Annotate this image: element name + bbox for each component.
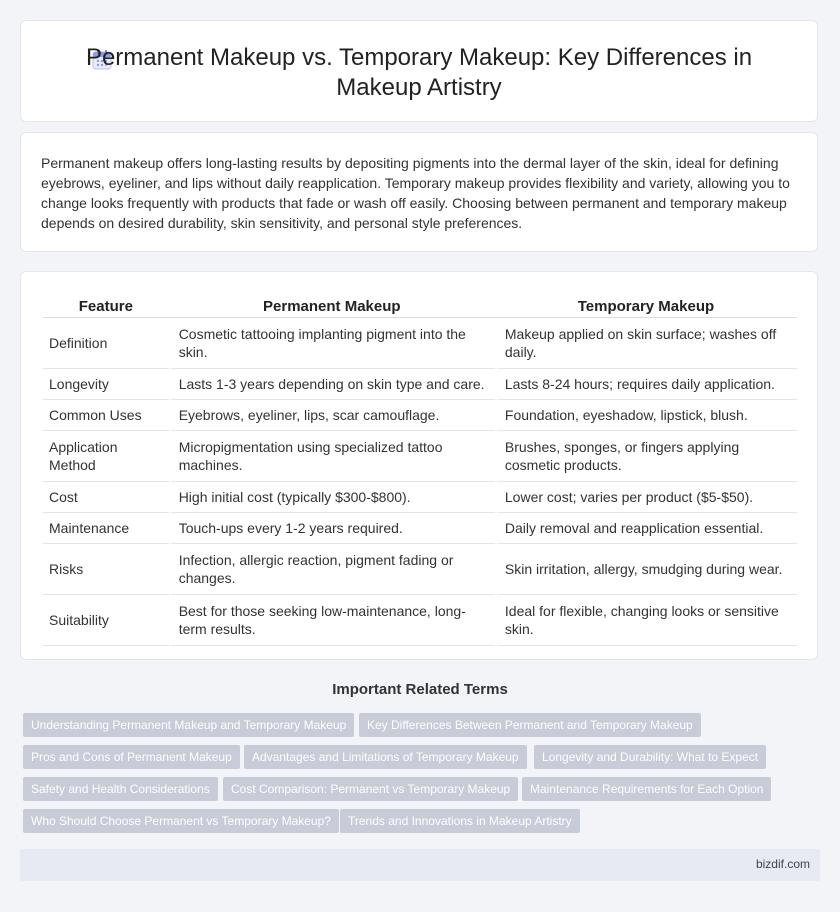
header-card	[20, 20, 818, 122]
table-cell: Lasts 1-3 years depending on skin type and care.	[169, 369, 495, 400]
related-term-tag[interactable]: Safety and Health Considerations	[23, 777, 218, 801]
footer-bar	[20, 849, 820, 881]
table-cell: Suitability	[43, 595, 169, 646]
intro-card	[20, 132, 818, 252]
table-cell: Best for those seeking low-maintenance, long-term results.	[169, 595, 495, 646]
column-header-temporary: Temporary Makeup	[495, 296, 797, 318]
comparison-table	[43, 296, 797, 646]
related-term-tag[interactable]: Trends and Innovations in Makeup Artistry	[340, 809, 580, 833]
related-term-tag[interactable]: Maintenance Requirements for Each Option	[522, 777, 771, 801]
column-header-feature: Feature	[43, 296, 169, 318]
table-cell: Maintenance	[43, 513, 169, 544]
table-row	[43, 482, 797, 513]
table-cell: Ideal for flexible, changing looks or sensitive skin.	[495, 595, 797, 646]
table-cell: Foundation, eyeshadow, lipstick, blush.	[495, 400, 797, 431]
table-cell: Cost	[43, 482, 169, 513]
table-cell: Brushes, sponges, or fingers applying cosmetic products.	[495, 431, 797, 482]
table-cell: Longevity	[43, 369, 169, 400]
table-cell: Infection, allergic reaction, pigment fading or changes.	[169, 544, 495, 595]
table-row	[43, 400, 797, 431]
related-term-tag[interactable]: Cost Comparison: Permanent vs Temporary Makeup	[223, 777, 518, 801]
table-cell: Risks	[43, 544, 169, 595]
table-cell: High initial cost (typically $300-$800).	[169, 482, 495, 513]
table-cell: Skin irritation, allergy, smudging during wear.	[495, 544, 797, 595]
table-cell: Lower cost; varies per product ($5-$50).	[495, 482, 797, 513]
table-cell: Eyebrows, eyeliner, lips, scar camouflage.	[169, 400, 495, 431]
table-cell: Makeup applied on skin surface; washes off daily.	[495, 318, 797, 369]
table-cell: Application Method	[43, 431, 169, 482]
column-header-permanent: Permanent Makeup	[169, 296, 495, 318]
table-cell: Definition	[43, 318, 169, 369]
table-cell: Common Uses	[43, 400, 169, 431]
related-term-tag[interactable]: Understanding Permanent Makeup and Temporary Makeup	[23, 713, 354, 737]
intro-paragraph: Permanent makeup offers long-lasting results by depositing pigments into the dermal layer of the skin, ideal for defining eyebrows, eyeliner, and lips without daily reapplication. Temporary makeup provides flexibility and variety, allowing you to change looks frequently with products that fade or wash off easily. Choosing between permanent and temporary makeup depends on desired durability, skin sensitivity, and personal style preferences.	[41, 155, 790, 231]
related-term-tag[interactable]: Longevity and Durability: What to Expect	[534, 745, 766, 769]
table-cell: Micropigmentation using specialized tattoo machines.	[169, 431, 495, 482]
table-row	[43, 513, 797, 544]
related-term-tag[interactable]: Pros and Cons of Permanent Makeup	[23, 745, 240, 769]
table-row	[43, 431, 797, 482]
related-terms-title: Important Related Terms	[332, 681, 508, 698]
footer-site-link[interactable]: bizdif.com	[755, 857, 810, 871]
related-term-tag[interactable]: Key Differences Between Permanent and Temporary Makeup	[359, 713, 701, 737]
table-row	[43, 318, 797, 369]
table-row	[43, 595, 797, 646]
table-cell: Lasts 8-24 hours; requires daily application.	[495, 369, 797, 400]
table-cell: Touch-ups every 1-2 years required.	[169, 513, 495, 544]
related-term-tag[interactable]: Advantages and Limitations of Temporary Makeup	[244, 745, 527, 769]
table-cell: Daily removal and reapplication essential.	[495, 513, 797, 544]
comparison-table-card	[20, 271, 818, 660]
page-title: Permanent Makeup vs. Temporary Makeup: Key Differences in Makeup Artistry	[85, 44, 753, 101]
table-cell: Cosmetic tattooing implanting pigment into the skin.	[169, 318, 495, 369]
table-row	[43, 544, 797, 595]
table-header-row	[43, 296, 797, 318]
table-row	[43, 369, 797, 400]
related-term-tag[interactable]: Who Should Choose Permanent vs Temporary Makeup?	[23, 809, 339, 833]
